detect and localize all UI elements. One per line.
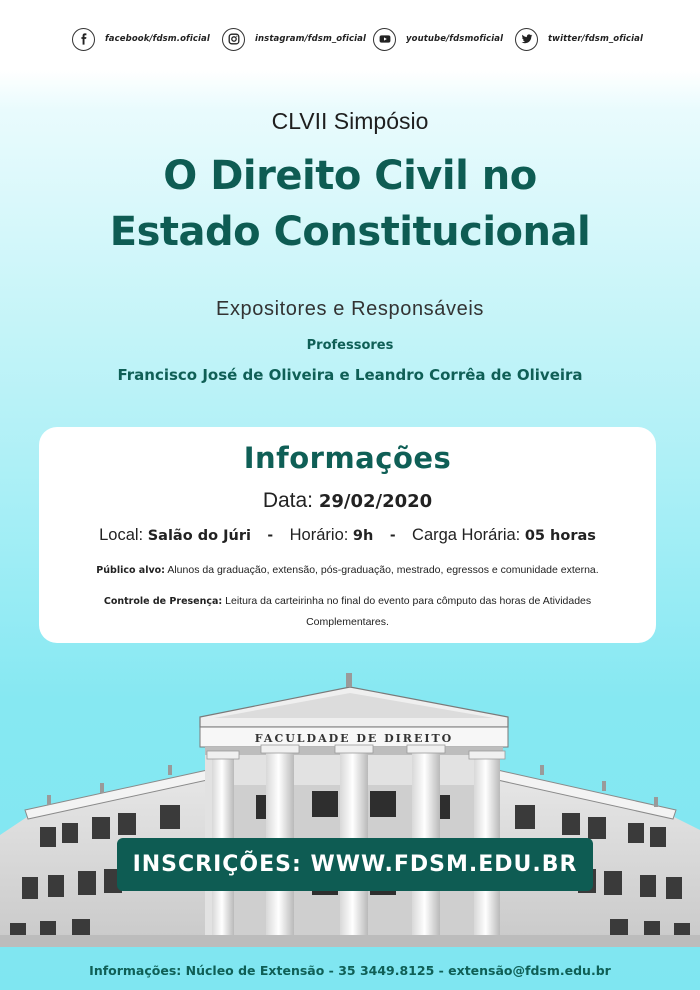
social-instagram[interactable] <box>222 26 366 52</box>
professors-label: Professores <box>306 338 394 353</box>
social-label: instagram/fdsm_oficial <box>255 34 366 44</box>
event-title-line2: Estado Constitucional <box>109 209 591 255</box>
event-title-line1: O Direito Civil no <box>163 153 537 199</box>
attendance-text: Leitura da carteirinha no final do evento para cômputo das horas de Atividades Complementares. <box>222 595 592 628</box>
time-label: Horário: <box>289 526 353 544</box>
social-facebook[interactable] <box>72 26 210 52</box>
instagram-icon <box>222 28 245 51</box>
social-youtube[interactable] <box>373 26 503 52</box>
event-title <box>0 148 700 260</box>
load-label: Carga Horária: <box>412 526 525 544</box>
separator: - <box>389 526 396 544</box>
symposium-number: CLVII Simpósio <box>271 108 429 134</box>
time-value: 9h <box>352 528 374 544</box>
youtube-icon <box>373 28 396 51</box>
date-value: 29/02/2020 <box>318 491 433 512</box>
twitter-icon <box>515 28 538 51</box>
separator: - <box>267 526 274 544</box>
social-label: twitter/fdsm_oficial <box>548 34 644 44</box>
social-twitter[interactable] <box>515 26 643 52</box>
social-bar <box>0 26 700 52</box>
attendance-label: Controle de Presença: <box>103 596 223 607</box>
social-label: facebook/fdsm.oficial <box>105 34 210 44</box>
facade-inscription: FACULDADE DE DIREITO <box>254 732 454 745</box>
audience-line <box>39 564 656 576</box>
audience-label: Público alvo: <box>96 565 165 576</box>
professors-names: Francisco José de Oliveira e Leandro Corrêa de Oliveira <box>117 366 583 384</box>
load-value: 05 horas <box>524 528 596 544</box>
event-date <box>39 489 656 513</box>
footer-contact: Informações: Núcleo de Extensão - 35 3449.8125 - extensão@fdsm.edu.br <box>89 963 611 978</box>
info-title: Informações <box>243 441 452 475</box>
attendance-line <box>69 591 626 633</box>
local-label: Local: <box>99 526 148 544</box>
social-label: youtube/fdsmoficial <box>406 34 504 44</box>
info-card <box>39 427 656 643</box>
local-value: Salão do Júri <box>147 528 251 544</box>
date-label: Data: <box>262 489 319 512</box>
facebook-icon <box>72 28 95 51</box>
registration-button[interactable]: INSCRIÇÕES: WWW.FDSM.EDU.BR <box>117 838 593 891</box>
faculty-building-illustration <box>0 665 700 947</box>
speakers-heading: Expositores e Responsáveis <box>216 298 484 320</box>
event-details <box>39 526 656 545</box>
audience-text: Alunos da graduação, extensão, pós-graduação, mestrado, egressos e comunidade externa. <box>165 564 599 576</box>
